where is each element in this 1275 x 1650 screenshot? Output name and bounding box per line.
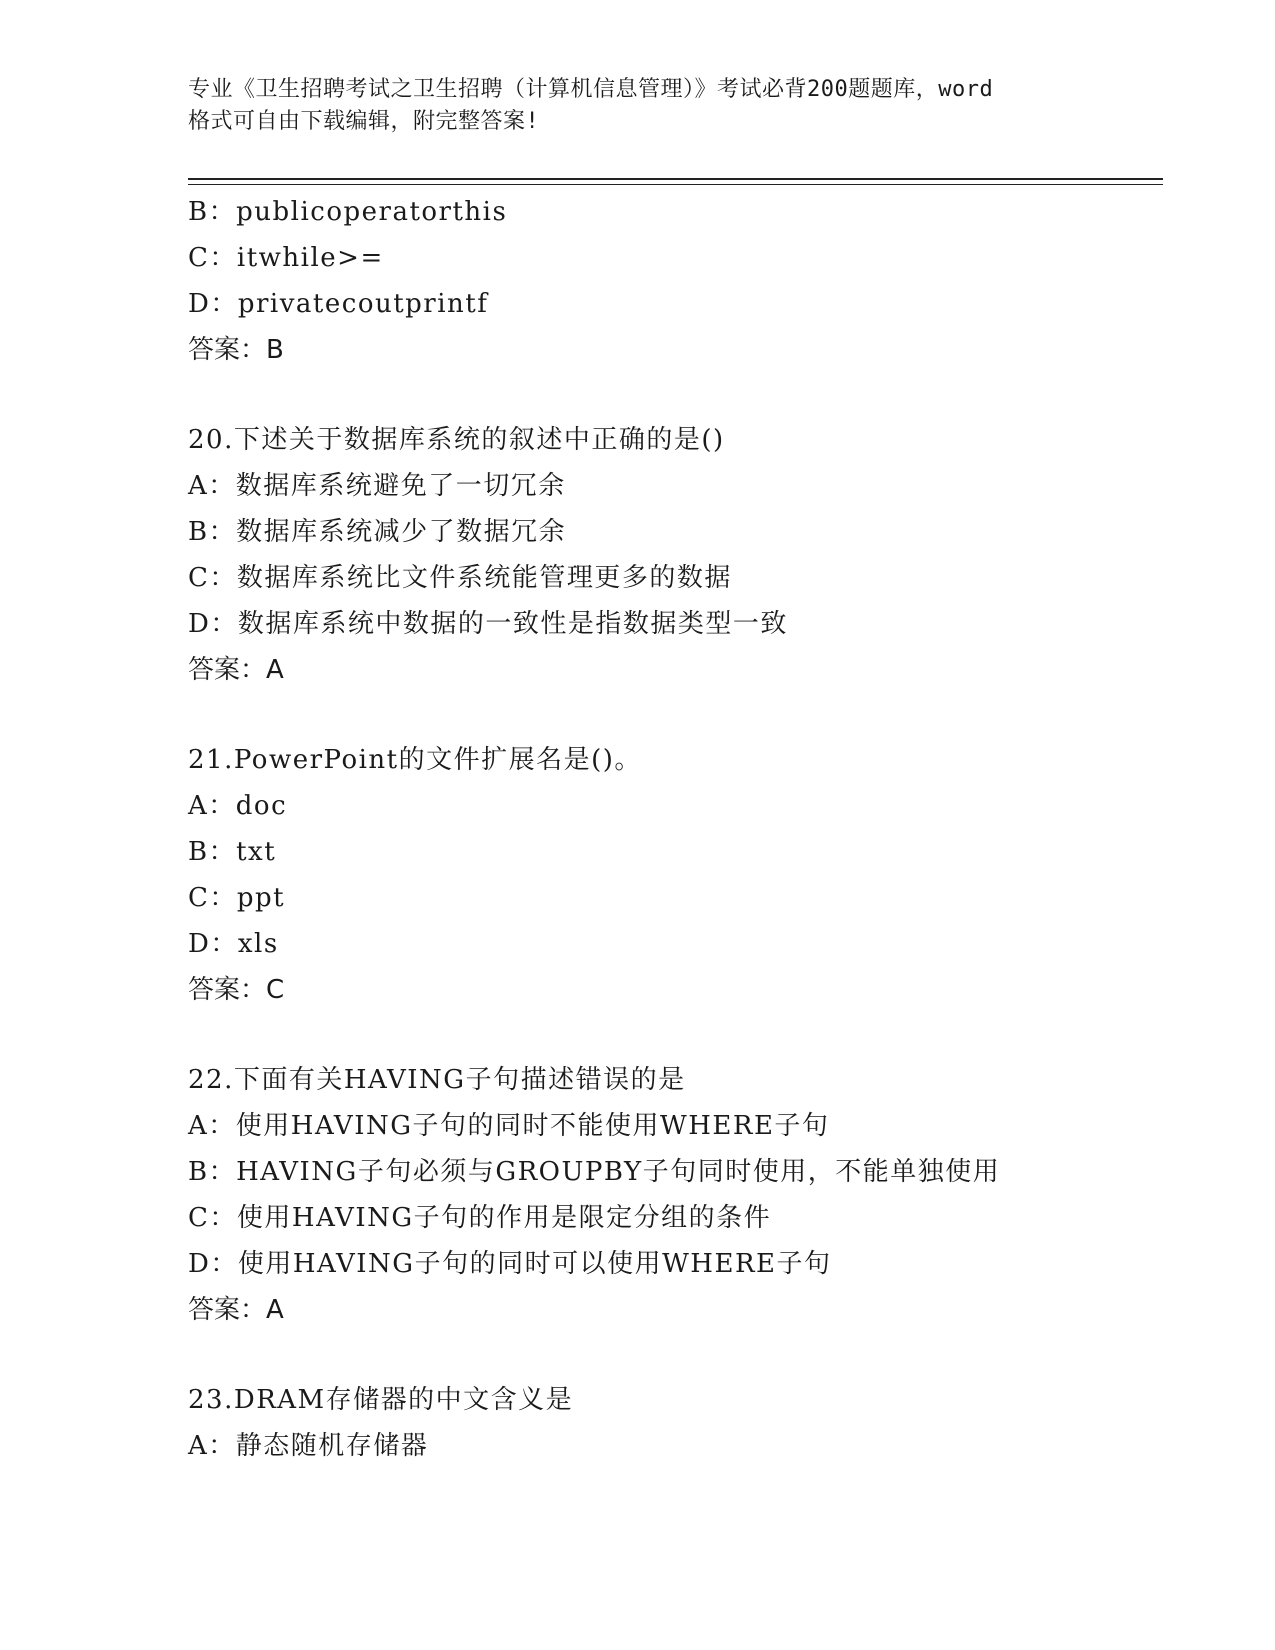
option-c: C：ppt bbox=[188, 883, 286, 913]
question-spacer bbox=[188, 1333, 1163, 1377]
answer-text: 答案：A bbox=[188, 655, 284, 685]
option-b: B：HAVING子句必须与GROUPBY子句同时使用，不能单独使用 bbox=[188, 1157, 1001, 1187]
option-d: D：数据库系统中数据的一致性是指数据类型一致 bbox=[188, 609, 788, 639]
question-text: 20.下述关于数据库系统的叙述中正确的是() bbox=[188, 425, 725, 455]
answer-text: 答案：C bbox=[188, 975, 285, 1005]
option-c: C：使用HAVING子句的作用是限定分组的条件 bbox=[188, 1203, 772, 1233]
document-header bbox=[188, 74, 1088, 138]
option-a: A：静态随机存储器 bbox=[188, 1431, 429, 1461]
question-21 bbox=[188, 737, 1163, 1013]
option-d: D：使用HAVING子句的同时可以使用WHERE子句 bbox=[188, 1249, 832, 1279]
question-22 bbox=[188, 1057, 1163, 1333]
option-d: D：privatecoutprintf bbox=[188, 289, 489, 319]
option-b: B：publicoperatorthis bbox=[188, 197, 508, 227]
option-a: A：使用HAVING子句的同时不能使用WHERE子句 bbox=[188, 1111, 830, 1141]
question-list bbox=[188, 189, 1163, 1469]
question-19 bbox=[188, 189, 1163, 373]
header-title-line-1: 专业《卫生招聘考试之卫生招聘（计算机信息管理）》考试必背200题题库，word bbox=[188, 77, 994, 102]
answer-text: 答案：A bbox=[188, 1295, 284, 1325]
option-a: A：数据库系统避免了一切冗余 bbox=[188, 471, 566, 501]
option-a: A：doc bbox=[188, 791, 288, 821]
option-c: C：数据库系统比文件系统能管理更多的数据 bbox=[188, 563, 732, 593]
question-text: 22.下面有关HAVING子句描述错误的是 bbox=[188, 1065, 686, 1095]
option-d: D：xls bbox=[188, 929, 279, 959]
question-text: 21.PowerPoint的文件扩展名是()。 bbox=[188, 745, 642, 775]
question-20 bbox=[188, 417, 1163, 693]
answer-text: 答案：B bbox=[188, 335, 284, 365]
header-divider-thin bbox=[188, 184, 1163, 185]
option-b: B：txt bbox=[188, 837, 277, 867]
option-b: B：数据库系统减少了数据冗余 bbox=[188, 517, 567, 547]
question-23 bbox=[188, 1377, 1163, 1469]
question-spacer bbox=[188, 373, 1163, 417]
option-c: C：itwhile>= bbox=[188, 243, 384, 273]
header-divider-thick bbox=[188, 178, 1163, 180]
question-spacer bbox=[188, 693, 1163, 737]
question-text: 23.DRAM存储器的中文含义是 bbox=[188, 1385, 574, 1415]
question-spacer bbox=[188, 1013, 1163, 1057]
header-title-line-2: 格式可自由下载编辑，附完整答案! bbox=[188, 109, 540, 134]
